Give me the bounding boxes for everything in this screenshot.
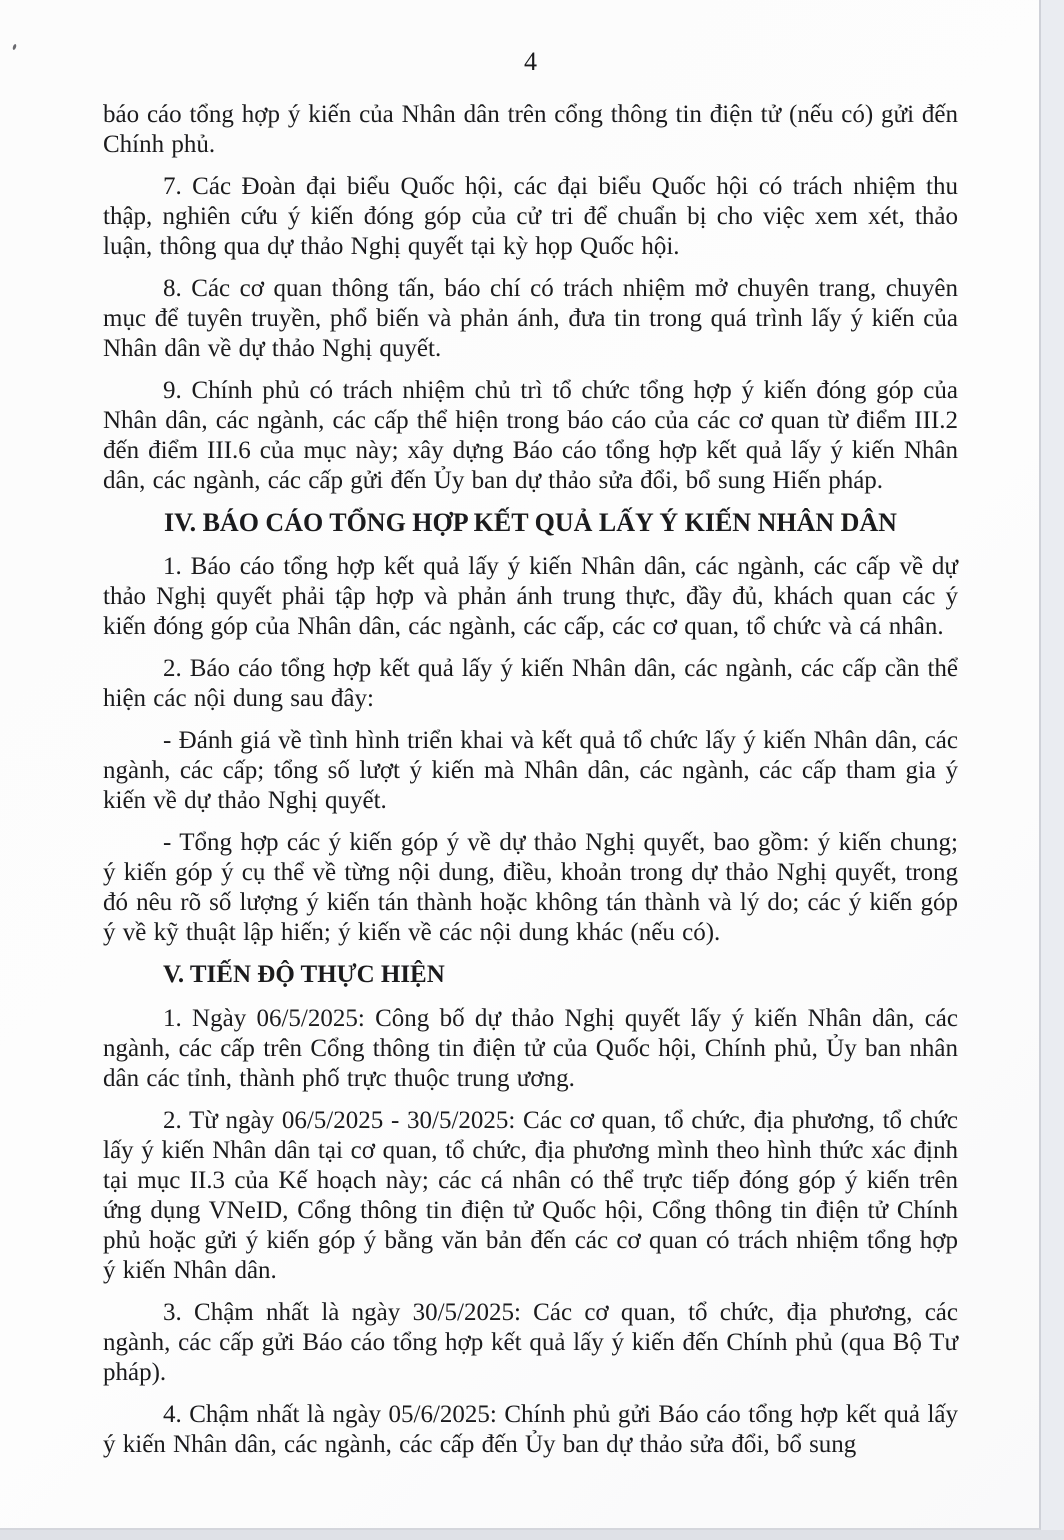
para-v-2: 2. Từ ngày 06/5/2025 - 30/5/2025: Các cơ quan, tổ chức, địa phương, tổ chức lấy ý kiến Nhân dân tại cơ quan, tổ chức, địa phương mình theo hình thức xác định tại mục II.3 của Kế hoạch này; các cá nhân có thể trực tiếp đóng góp ý kiến trên ứng dụng VNeID, Cổng thông tin điện tử Quốc hội, Cổng thông tin điện tử Chính phủ hoặc gửi ý kiến góp ý bằng văn bản đến các cơ quan có trách nhiệm tổng hợp ý kiến Nhân dân. bbox=[103, 1107, 958, 1284]
para-v-3: 3. Chậm nhất là ngày 30/5/2025: Các cơ quan, tổ chức, địa phương, các ngành, các cấp gửi Báo cáo tổng hợp kết quả lấy ý kiến đến Chính phủ (qua Bộ Tư pháp). bbox=[103, 1299, 958, 1386]
para-item-7: 7. Các Đoàn đại biểu Quốc hội, các đại biểu Quốc hội có trách nhiệm thu thập, nghiên cứu ý kiến đóng góp của cử tri để chuẩn bị cho việc xem xét, thảo luận, thông qua dự thảo Nghị quyết tại kỳ họp Quốc hội. bbox=[103, 173, 958, 260]
bullet-tong-hop: - Tổng hợp các ý kiến góp ý về dự thảo Nghị quyết, bao gồm: ý kiến chung; ý kiến góp ý cụ thể về từng nội dung, điều, khoản trong dự thảo Nghị quyết, trong đó nêu rõ số lượng ý kiến tán thành hoặc không tán thành và lý do; các ý kiến góp ý về kỹ thuật lập hiến; ý kiến về các nội dung khác (nếu có). bbox=[103, 829, 958, 946]
scanner-background-right bbox=[1041, 0, 1064, 1540]
para-v-4: 4. Chậm nhất là ngày 05/6/2025: Chính phủ gửi Báo cáo tổng hợp kết quả lấy ý kiến Nhân dân, các ngành, các cấp đến Ủy ban dự thảo sửa đổi, bổ sung bbox=[103, 1401, 958, 1458]
document-content bbox=[103, 46, 958, 1472]
scanner-background-bottom bbox=[0, 1530, 1064, 1540]
para-item-9: 9. Chính phủ có trách nhiệm chủ trì tổ chức tổng hợp ý kiến đóng góp của Nhân dân, các ngành, các cấp thể hiện trong báo cáo của các cơ quan từ điểm III.2 đến điểm III.6 của mục này; xây dựng Báo cáo tổng hợp kết quả lấy ý kiến Nhân dân, các ngành, các cấp gửi đến Ủy ban dự thảo sửa đổi, bổ sung Hiến pháp. bbox=[103, 377, 958, 494]
scan-speck bbox=[12, 44, 17, 51]
heading-section-iv: IV. BÁO CÁO TỔNG HỢP KẾT QUẢ LẤY Ý KIẾN NHÂN DÂN bbox=[164, 508, 897, 537]
para-continuation: báo cáo tổng hợp ý kiến của Nhân dân trên cổng thông tin điện tử (nếu có) gửi đến Chính phủ. bbox=[103, 101, 958, 158]
para-item-8: 8. Các cơ quan thông tấn, báo chí có trách nhiệm mở chuyên trang, chuyên mục để tuyên truyền, phổ biến và phản ánh, đưa tin trong quá trình lấy ý kiến của Nhân dân về dự thảo Nghị quyết. bbox=[103, 275, 958, 362]
bullet-danh-gia: - Đánh giá về tình hình triển khai và kết quả tổ chức lấy ý kiến Nhân dân, các ngành, các cấp; tổng số lượt ý kiến mà Nhân dân, các ngành, các cấp tham gia ý kiến về dự thảo Nghị quyết. bbox=[103, 727, 958, 814]
para-iv-1: 1. Báo cáo tổng hợp kết quả lấy ý kiến Nhân dân, các ngành, các cấp về dự thảo Nghị quyết phải tập hợp và phản ánh trung thực, đầy đủ, khách quan các ý kiến đóng góp của Nhân dân, các ngành, các cấp, các cơ quan, tổ chức và cá nhân. bbox=[103, 553, 958, 640]
page-number: 4 bbox=[524, 47, 537, 76]
heading-section-v: V. TIẾN ĐỘ THỰC HIỆN bbox=[163, 961, 445, 988]
para-v-1: 1. Ngày 06/5/2025: Công bố dự thảo Nghị quyết lấy ý kiến Nhân dân, các ngành, các cấp trên Cổng thông tin điện tử của Quốc hội, Chính phủ, Ủy ban nhân dân các tỉnh, thành phố trực thuộc trung ương. bbox=[103, 1005, 958, 1092]
para-iv-2: 2. Báo cáo tổng hợp kết quả lấy ý kiến Nhân dân, các ngành, các cấp cần thể hiện các nội dung sau đây: bbox=[103, 655, 958, 712]
